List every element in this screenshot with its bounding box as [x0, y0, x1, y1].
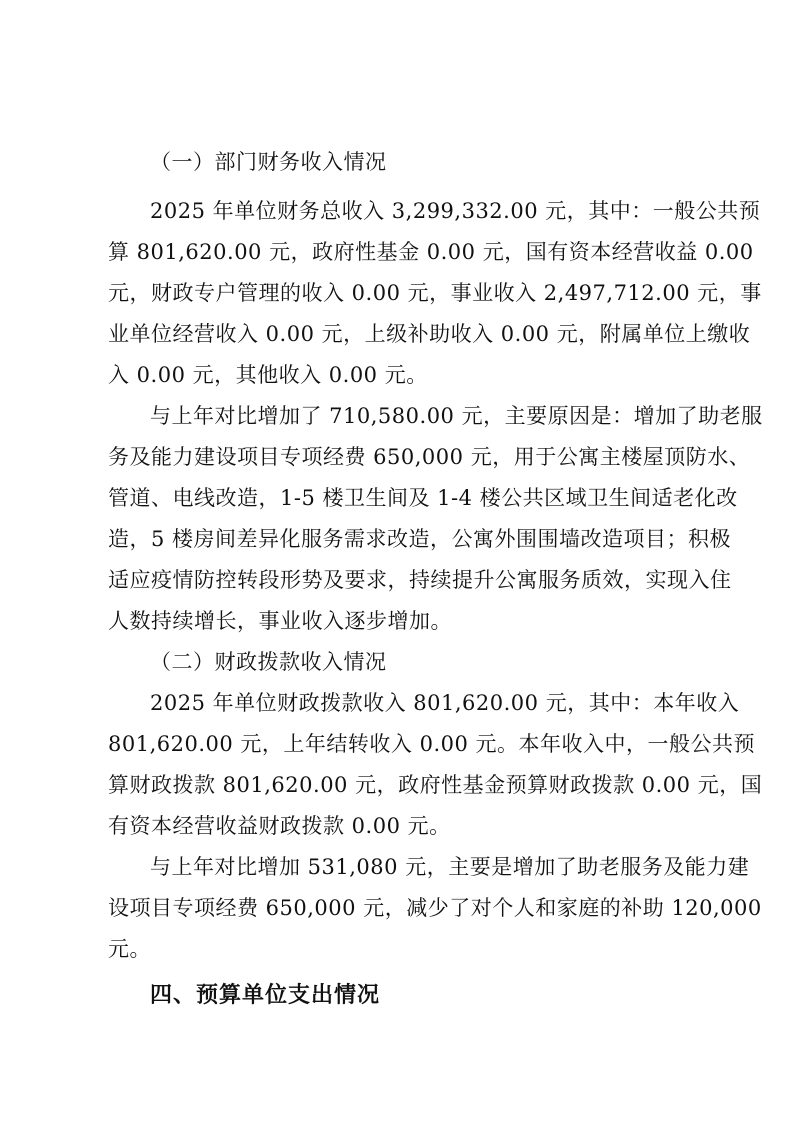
paragraph-line: 设项目专项经费 650,000 元，减少了对个人和家庭的补助 120,000: [108, 896, 762, 920]
paragraph-line: 业单位经营收入 0.00 元，上级补助收入 0.00 元，附属单位上缴收: [108, 322, 751, 346]
paragraph-line: 与上年对比增加 531,080 元，主要是增加了助老服务及能力建: [150, 855, 750, 879]
paragraph-line: 2025 年单位财务总收入 3,299,332.00 元，其中：一般公共预: [150, 199, 761, 223]
paragraph-line: 人数持续增长，事业收入逐步增加。: [108, 609, 452, 633]
paragraph-line: 有资本经营收益财政拨款 0.00 元。: [108, 814, 451, 838]
paragraph-line: 元，财政专户管理的收入 0.00 元，事业收入 2,497,712.00 元，事: [108, 281, 762, 305]
paragraph-line: 2025 年单位财政拨款收入 801,620.00 元，其中：本年收入: [150, 691, 740, 715]
paragraph-line: 入 0.00 元，其他收入 0.00 元。: [108, 363, 428, 387]
paragraph-line: 务及能力建设项目专项经费 650,000 元，用于公寓主楼屋顶防水、: [108, 445, 751, 469]
section-heading-expenditure: 四、预算单位支出情况: [150, 983, 381, 1008]
section-heading-dept-income: （一）部门财务收入情况: [150, 150, 387, 174]
paragraph-line: 801,620.00 元，上年结转收入 0.00 元。本年收入中，一般公共预: [108, 732, 756, 756]
paragraph-line: 造，5 楼房间差异化服务需求改造，公寓外围围墙改造项目；积极: [108, 527, 732, 551]
paragraph-line: 元。: [108, 937, 151, 961]
paragraph-line: 适应疫情防控转段形势及要求，持续提升公寓服务质效，实现入住: [108, 568, 732, 592]
paragraph-line: 与上年对比增加了 710,580.00 元，主要原因是：增加了助老服: [150, 404, 763, 428]
paragraph-line: 算财政拨款 801,620.00 元，政府性基金预算财政拨款 0.00 元，国: [108, 773, 763, 797]
paragraph-line: 管道、电线改造，1-5 楼卫生间及 1-4 楼公共区域卫生间适老化改: [108, 486, 738, 510]
section-heading-fiscal-income: （二）财政拨款收入情况: [150, 650, 387, 674]
paragraph-line: 算 801,620.00 元，政府性基金 0.00 元，国有资本经营收益 0.00: [108, 240, 754, 264]
